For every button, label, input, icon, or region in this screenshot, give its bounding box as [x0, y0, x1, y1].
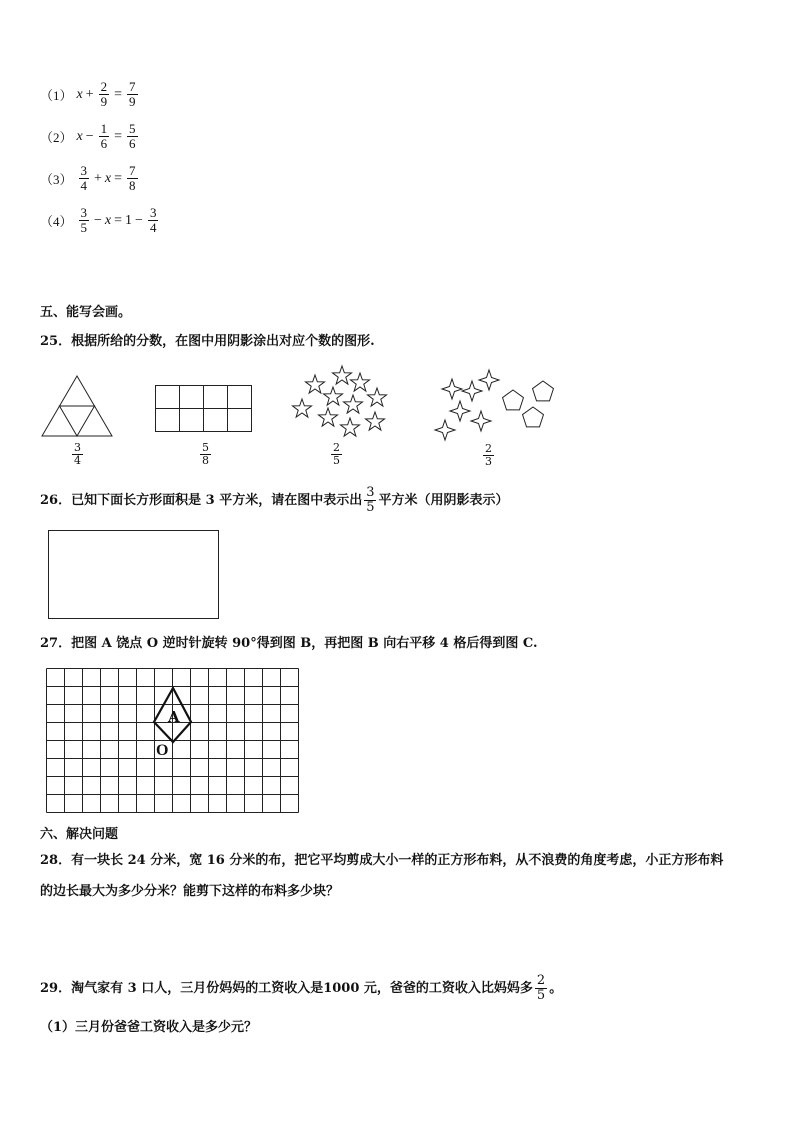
fraction-5-8: $\frac{5}{8}$: [202, 441, 209, 467]
fraction: $\frac{3}{4}$: [149, 205, 157, 235]
answer-rectangle[interactable]: [48, 530, 220, 620]
equation-label: （1）: [40, 88, 73, 103]
fraction-2-5: $\frac{2}{5}$: [333, 441, 340, 467]
operator: =: [114, 128, 123, 144]
fraction: $\frac{7}{8}$: [129, 163, 136, 193]
section-5-title: 五、能写会画。: [40, 305, 132, 320]
operator: +: [85, 86, 94, 102]
fraction: $\frac{3}{5}$: [80, 205, 88, 235]
label-o: O: [156, 742, 169, 759]
operator: =: [114, 170, 123, 186]
label-a: A: [168, 708, 180, 726]
five-point-stars: [292, 366, 386, 436]
equation-label: （4）: [40, 214, 73, 229]
operator: −: [135, 212, 143, 228]
q28-line2: 的边长最大为多少分米？能剪下这样的布料多少块？: [40, 884, 340, 899]
fraction-3-5: $\frac{3}{5}$: [366, 485, 375, 515]
number-one: 1: [125, 212, 133, 228]
fraction: $\frac{2}{9}$: [100, 79, 108, 109]
fraction-2-5-q29: $\frac{2}{5}$: [536, 973, 546, 1003]
fraction: $\frac{5}{6}$: [129, 121, 136, 151]
fraction: $\frac{1}{6}$: [100, 121, 108, 151]
q26-text-after: 平方米（用阴影表示）: [378, 492, 509, 508]
q26-text-before: 26．已知下面长方形面积是 3 平方米，请在图中表示出: [40, 492, 363, 508]
q29-text-after: 。: [549, 980, 563, 996]
q27-text: 27．把图 A 饶点 O 逆时针旋转 90°得到图 B，再把图 B 向右平移 4 格后得到图 C.: [40, 636, 538, 651]
operator: −: [85, 128, 94, 144]
fraction-3-4: $\frac{3}{4}$: [74, 441, 81, 467]
four-point-stars: [435, 370, 499, 440]
operator: =: [114, 212, 123, 228]
operator: −: [94, 212, 102, 228]
variable-x: x: [76, 86, 83, 102]
variable-x: x: [104, 170, 112, 186]
operator: +: [94, 170, 102, 186]
equation-label: （2）: [40, 130, 73, 145]
fraction: $\frac{3}{4}$: [80, 163, 88, 193]
variable-x: x: [76, 128, 83, 144]
pentagons: [503, 381, 554, 427]
section-6-title: 六、解决问题: [40, 827, 119, 842]
q26-text: [40, 486, 509, 515]
rotation-grid: [46, 668, 300, 816]
q28-line1: 28．有一块长 24 分米，宽 16 分米的布，把它平均剪成大小一样的正方形布料，从不浪费的角度考虑，小正方形布料: [40, 853, 724, 868]
q29-text-before: 29．淘气家有 3 口人，三月份妈妈的工资收入是1000 元，爸爸的工资收入比妈妈多: [40, 980, 533, 996]
variable-x: x: [104, 212, 112, 228]
q29-sub1: （1）三月份爸爸工资收入是多少元？: [40, 1020, 258, 1035]
fraction: $\frac{7}{9}$: [129, 79, 136, 109]
q29-text: [40, 974, 562, 1003]
equation-label: （3）: [40, 172, 73, 187]
operator: =: [114, 86, 123, 102]
q25-text: 25．根据所给的分数，在图中用阴影涂出对应个数的图形.: [40, 334, 375, 349]
fraction-2-3: $\frac{2}{3}$: [485, 442, 492, 468]
